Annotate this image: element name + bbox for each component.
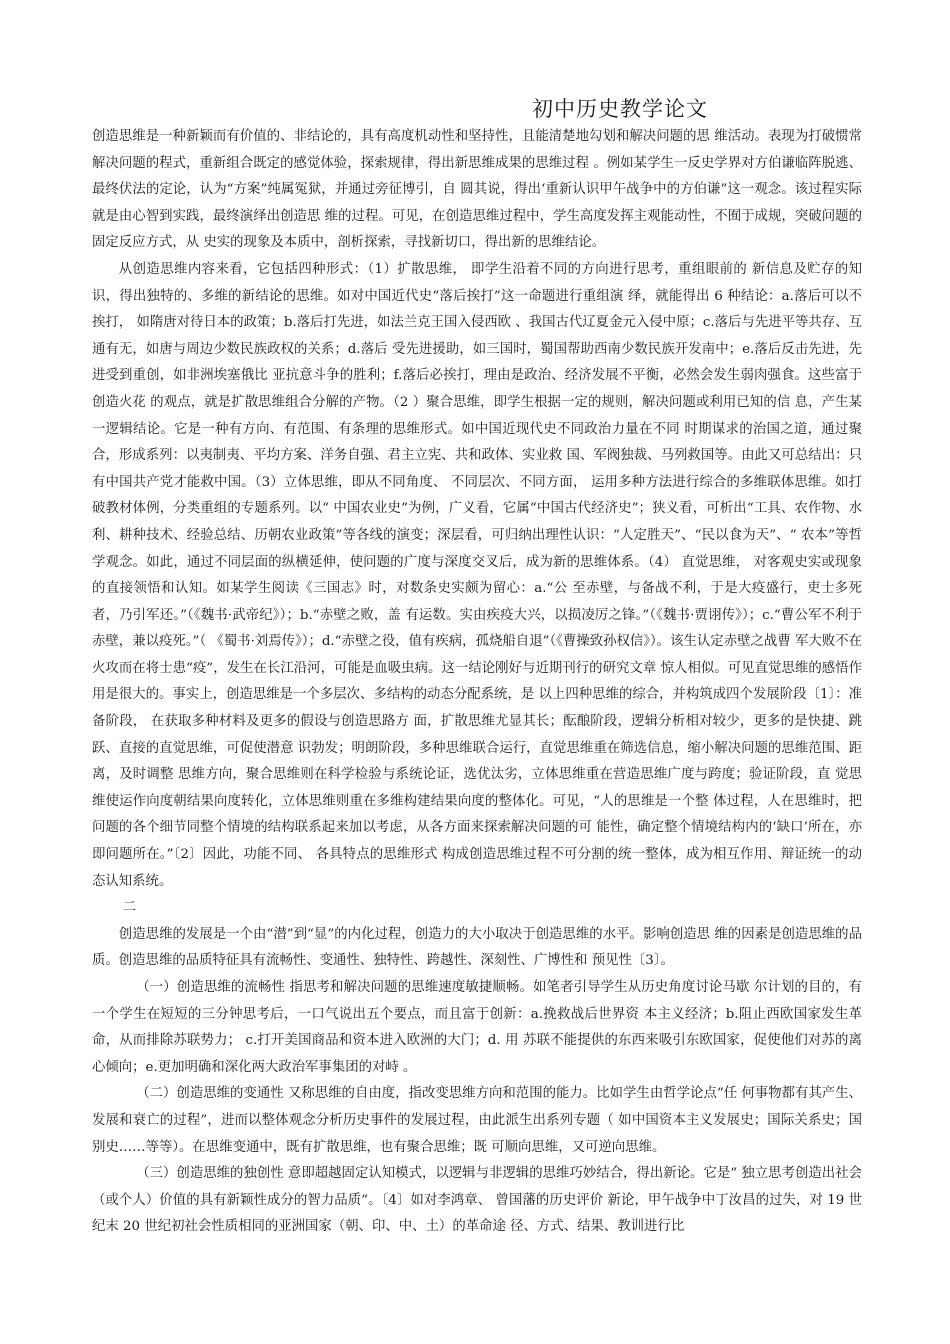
section-heading-two: 二 [122,900,137,916]
document-title: 初中历史教学论文 [532,97,708,121]
paragraph-four-forms: 从创造思维内容来看，它包括四种形式：（1）扩散思维， 即学生沿着不同的方向进行思考，重组眼前的 新信息及贮存的知识，得出独特的、多维的新结论的思维。如对中国近代史“落后挨打”这一命题进行重组演 绎，就能得出 6 种结论：a.落后可以不挨打， 如隋唐对待日本的政策；b.落后打先进，如法兰克王国入侵西欧 、我国古代辽夏金元入侵中原；c.落后与先进平等共存、互通有无，如唐与周边少数民族政权的关系；d.落后 受先进援助，如三国时，蜀国帮助西南少数民族开发南中；e.落后反击先进，先进受到重创，如非洲埃塞俄比 亚抗意斗争的胜利；f.落后必挨打，理由是政治、经济发展不平衡，必然会发生弱肉强食。这些富于创造火花 的观点，就是扩散思维组合分解的产物。（2 ）聚合思维，即学生根据一定的规则，解决问题或利用已知的信 息，产生某一逻辑结论。它是一种有方向、有范围、有条理的思维形式。如中国近现代史不同政治力量在不同 时期谋求的治国之道，通过聚合，形成系列：以夷制夷、平均方案、洋务自强、君主立宪、共和政体、实业救 国、军阀独裁、马列救国等。由此又可总结出：只有中国共产党才能救中国。（3）立体思维，即从不同角度、 不同层次、不同方面， 运用多种方法进行综合的多维联体思维。如打破教材体例，分类重组的专题系列。以“ 中国农业史”为例，广义看，它属“中国古代经济史”；狭义看，可析出“工具、农作物、水利、耕种技术、经验总结、历朝农业政策”等各线的演变；深层看，可归纳出理性认识：“人定胜天”、“民以食为天”、“ 农本”等哲学观念。如此，通过不同层面的纵横延伸，使问题的广度与深度交叉后，成为新的思维体系。（4） 直觉思维， 对客观史实或现象的直接领悟和认知。如某学生阅读《三国志》时，对数条史实颇为留心：a.“公 至赤壁，与备战不利，于是大疫盛行，吏士多死者，乃引军还。”（《魏书·武帝纪》）；b.“赤壁之败，盖 有运数。实由疾疫大兴，以损凌厉之锋。”（《魏书·贾诩传》）；c.“曹公军不利于赤壁，兼以疫死。”（ 《蜀书·刘焉传》）；d.“赤壁之役，值有疾病，孤烧船自退”（《曹操致孙权信》）。该生认定赤壁之战曹 军大败不在火攻而在将士患“疫”，发生在长江沿河，可能是血吸虫病。这一结论刚好与近期刊行的研究文章 惊人相似。可见直觉思维的感悟作用是很大的。事实上，创造思维是一个多层次、多结构的动态分配系统，是 以上四种思维的综合，并构筑成四个发展阶段〔1〕：准备阶段， 在获取多种材料及更多的假设与创造思路方 面，扩散思维尤显其长；酝酿阶段，逻辑分析相对较少，更多的是快捷、跳跃、直接的直觉思维，可促使潜意 识勃发；明朗阶段，多种思维联合运行，直觉思维重在筛选信息，缩小解决问题的思维范围、距离，及时调整 思维方向，聚合思维则在科学检验与系统论证，选优汰劣，立体思维重在营造思维广度与跨度；验证阶段，直 觉思维使运作向度朝结果向度转化，立体思维则重在多维构建结果向度的整体化。可见，“人的思维是一个整 体过程，人在思维时，把问题的各个细节同整个情境的结构联系起来加以考虑，从各方面来探索解决问题的可 能性，确定整个情境结构内的‘缺口’所在，亦即问题所在。”〔2〕因此，功能不同、 各具特点的思维形式 构成创造思维过程不可分割的统一整体，成为相互作用、辩证统一的动态认知系统。 [92,261,862,889]
paragraph-flexibility: （二）创造思维的变通性 又称思维的自由度，指改变思维方向和范围的能力。比如学生由哲学论点“任 何事物都有其产生、发展和衰亡的过程”，进而以整体观念分析历史事件的发展过程，由此派生出系列专题（ 如中国资本主义发展史；国际关系史；国别史……等等）。在思维变通中，既有扩散思维，也有聚合思维；既 可顺向思维，又可逆向思维。 [92,1086,862,1155]
paragraph-definition: 创造思维是一种新颖而有价值的、非结论的，具有高度机动性和坚持性，且能清楚地勾划和解决问题的思 维活动。表现为打破惯常解决问题的程式，重新组合既定的感觉体验，探索规律，得出新思维成果的思维过程 。例如某学生一反史学界对方伯谦临阵脱逃、最终伏法的定论，认为“方案”纯属冤狱，并通过旁征博引，自 圆其说，得出‘重新认识甲午战争中的方伯谦”这一观念。该过程实际就是由心智到实践，最终演绎出创造思 维的过程。可见，在创造思维过程中，学生高度发挥主观能动性，不囿于成规，突破问题的固定反应方式，从 史实的现象及本质中，剖析探索，寻找新切口，得出新的思维结论。 [92,129,862,251]
document-body [92,124,862,1241]
paragraph-originality: （三）创造思维的独创性 意即超越固定认知模式，以逻辑与非逻辑的思维巧妙结合，得出新论。它是“ 独立思考创造出社会（或个人）价值的具有新颖性成分的智力品质”。〔4〕如对李鸿章、 曾国藩的历史评价 新论，甲午战争中丁汝昌的过失，对 19 世纪末 20 世纪初社会性质相同的亚洲国家（朝、印、中、土）的革命途 径、方式、结果、教训进行比 [92,1166,862,1235]
paragraph-development: 创造思维的发展是一个由“潜”到“显”的内化过程，创造力的大小取决于创造思维的水平。影响创造思 维的因素是创造思维的品质。创造思维的品质特征具有流畅性、变通性、独特性、跨越性、深刻性、广博性和 预见性〔3〕。 [92,926,862,969]
paragraph-fluency: （一）创造思维的流畅性 指思考和解决问题的思维速度敏捷顺畅。如笔者引导学生从历史角度讨论马歇 尔计划的目的，有一个学生在短短的三分钟思考后，一口气说出五个要点，而且富于创新：a.挽救战后世界资 本主义经济；b.阻止西欧国家发生革命，从而排除苏联势力； c.打开美国商品和资本进入欧洲的大门；d. 用 苏联不能提供的东西来吸引东欧国家，促使他们对苏的离心倾向；e.更加明确和深化两大政治军事集团的对峙 。 [92,980,862,1075]
